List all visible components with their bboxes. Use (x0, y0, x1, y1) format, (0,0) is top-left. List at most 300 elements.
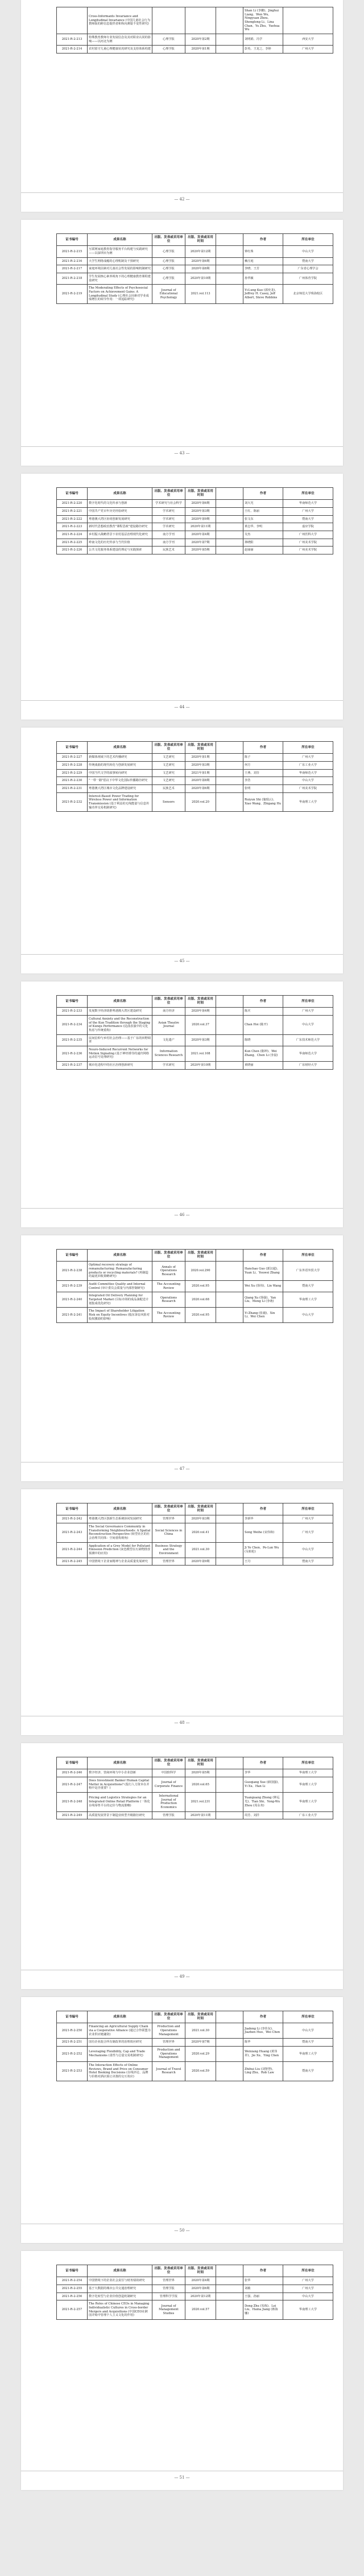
cert-no-cell: 2021-R-2-220 (57, 500, 88, 508)
header-cert-no: 证书编号 (57, 234, 88, 246)
table-row (57, 500, 333, 508)
author-cell: Ruiyun Shi (施瑞云)、Xiao Wang、Zhigang Hu (243, 792, 283, 812)
venue-cell: 中国软科学 (152, 1769, 185, 1777)
date-cell: 2020年第3期 (185, 761, 216, 769)
venue-cell: Social Sciences in China (152, 1523, 185, 1542)
title-cell: 中国情境下企业家精神与企业高质量发展研究 (88, 1558, 152, 1566)
author-cell: Weixiang Huang (黄伟祥)、Jie Xu、Ying Chen (243, 2046, 283, 2061)
header-blank (216, 742, 243, 754)
affiliation-cell: 中山大学 (283, 2023, 333, 2039)
blank-cell (216, 2292, 243, 2300)
cert-no-cell: 2021-R-2-242 (57, 1515, 88, 1523)
table-row (57, 1061, 333, 1069)
table-header-row (57, 2011, 333, 2023)
affiliation-cell: 中山大学 (283, 246, 333, 257)
header-blank (216, 2265, 243, 2277)
title-cell: 粤港澳大湾区城市文化品牌建设研究 (88, 784, 152, 792)
header-affiliation: 所在单位 (283, 234, 333, 246)
table-row (57, 265, 333, 273)
cert-no-cell: 2021-R-2-241 (57, 1308, 88, 1323)
blank-cell (216, 1558, 243, 1566)
page-number: — 51 — (174, 2475, 190, 2480)
header-cert-no: 证书编号 (57, 488, 88, 500)
venue-cell: 民族艺术 (152, 784, 185, 792)
header-cert-no: 证书编号 (57, 742, 88, 754)
title-cell: 发展数字经济助推粤港澳大湾区建设研究 (88, 1008, 152, 1016)
table-row (57, 1292, 333, 1308)
blank-cell (216, 1280, 243, 1292)
date-cell: 2020年第4期 (185, 1008, 216, 1016)
venue-cell: Information Sciences Research (152, 1046, 185, 1061)
affiliation-cell: 华南理工大学 (283, 2300, 333, 2320)
author-cell: Yi-Lung Kuo (郭奕龙)、Jeffrey H. Casey, Jeff Albert, Steve Robbins (243, 285, 283, 304)
date-cell: 2020年第3期 (185, 507, 216, 515)
achievement-table (56, 995, 333, 1070)
cert-no-cell: 2021-R-2-216 (57, 257, 88, 265)
date-cell: 2020年第1期 (185, 46, 216, 54)
date-cell: 2020年第3期 (185, 1034, 216, 1046)
affiliation-cell: 暨南大学 (283, 257, 333, 265)
blank-cell (216, 2277, 243, 2285)
title-cell: Audit Committee Quality and Internal Control (审计委员会质量与内部控制研究) (88, 1280, 152, 1292)
table-row (57, 1046, 333, 1061)
cert-no-cell: 2021-R-2-253 (57, 2061, 88, 2081)
venue-cell: 文艺研究 (152, 777, 185, 785)
venue-cell: International Journal of Production Economics (152, 1792, 185, 1811)
page-number: — 42 — (174, 197, 190, 202)
date-cell: 2020.vol.59 (185, 2061, 216, 2081)
header-affiliation: 所在单位 (283, 742, 333, 754)
table-row (57, 2285, 333, 2292)
header-affiliation: 所在单位 (283, 2265, 333, 2277)
table-row (57, 1262, 333, 1281)
achievement-table (56, 2265, 333, 2320)
author-cell: 王丹 (243, 1558, 283, 1566)
page-number: — 46 — (174, 1213, 190, 1217)
author-cell: 张明 (243, 784, 283, 792)
title-cell: The Roles of Chinese CEOs in Managing Individualistic Cultures in Cross-border Mergers and Acquisitions (中国CEO在跨国并购中管理个人主义文化的作用) (88, 2300, 152, 2320)
author-cell: Yi Zhang (张毅)、Xin Li、Wei Chen (243, 1308, 283, 1323)
header-blank (216, 1503, 243, 1515)
header-affiliation: 所在单位 (283, 2011, 333, 2023)
cert-no-cell: 2021-R-2-237 (57, 1061, 88, 1069)
table-row (57, 2300, 333, 2320)
date-cell: 2020年第8期 (185, 777, 216, 785)
table-row (57, 46, 333, 54)
author-cell: Shan Li (李姗)、Jinghui Liang、Wen Wu、Ningyuan Zhou、Shenglong Li、Lina Chan、Yu Zhu、Yuehua Wu (243, 7, 283, 34)
table-row (57, 1769, 333, 1777)
header-title: 成果名称 (88, 234, 152, 246)
title-cell: 岭南文化的历史传承与当代价值 (88, 539, 152, 547)
blank-cell (216, 2023, 243, 2039)
page-footer-rule (21, 446, 343, 447)
table-row (57, 515, 333, 523)
venue-cell: 心理学报 (152, 273, 185, 284)
affiliation-cell: 广州大学 (283, 1515, 333, 1523)
date-cell: 2021.vol.108 (185, 1046, 216, 1061)
date-cell: 2021.vol.30 (185, 2023, 216, 2039)
blank-cell (216, 2046, 243, 2061)
date-cell: 2021.vol.231 (185, 1792, 216, 1811)
achievement-table (56, 1249, 333, 1323)
venue-cell: The Accounting Review (152, 1280, 185, 1292)
page-footer-rule (21, 954, 343, 955)
header-title: 成果名称 (88, 996, 152, 1008)
title-cell: Neuro-Induced Recurrent Networks for Motion Signaling (基于神经诱导的递归网络运动信号处理研究) (88, 1046, 152, 1061)
cert-no-cell: 2021-R-2-239 (57, 1280, 88, 1292)
table-row (57, 769, 333, 777)
blank-cell (216, 1542, 243, 1558)
header-venue: 出版、发表或采用单位 (152, 1250, 185, 1262)
blank-cell (216, 792, 243, 812)
blank-cell (216, 500, 243, 508)
page-number: — 45 — (174, 959, 190, 963)
date-cell: 2020年第11期 (185, 1811, 216, 1819)
header-title: 成果名称 (88, 1757, 152, 1769)
affiliation-cell: 中山大学 (283, 777, 333, 785)
venue-cell: The Accounting Review (152, 1308, 185, 1323)
cert-no-cell: 2021-R-2-213 (57, 34, 88, 45)
title-cell: 数字经济、营商环境与中小企业创新 (88, 1769, 152, 1777)
header-title: 成果名称 (88, 1250, 152, 1262)
author-cell: 黄晓丽 (243, 1061, 283, 1069)
author-cell: 陈庆 (243, 1008, 283, 1016)
venue-cell: 心理学报 (152, 34, 185, 45)
blank-cell (216, 34, 243, 45)
author-cell: 黄志华、李明 (243, 523, 283, 531)
date-cell: 2020年第6期 (185, 2285, 216, 2292)
cert-no-cell: 2021-R-2-222 (57, 515, 88, 523)
header-venue: 出版、发表或采用单位 (152, 2265, 185, 2277)
title-cell: 公共文化服务体系建设的理论与实践探索 (88, 547, 152, 554)
affiliation-cell: 广州美术学院 (283, 539, 333, 547)
blank-cell (216, 246, 243, 257)
header-title: 成果名称 (88, 488, 152, 500)
venue-cell: 南方学刊 (152, 539, 185, 547)
venue-cell: Journal of Corporate Finance (152, 1777, 185, 1792)
author-cell: Qiang Xu (徐强)、Yan Liu、Meng Li (李萌) (243, 1292, 283, 1308)
header-venue: 出版、发表或采用单位 (152, 996, 185, 1008)
title-cell: Interest-Based Power Trading for Wireless Power and Information Transmission (基于利益的无线能量与信息传输功率交易机制研究) (88, 792, 152, 812)
venue-cell: Journal of Travel Research (152, 2061, 185, 2081)
venue-cell: Journal of Educational Psychology (152, 285, 185, 304)
header-date: 出版、发表或采用时间 (185, 2265, 216, 2277)
cert-no-cell: 2021-R-2-251 (57, 2039, 88, 2047)
date-cell: 2020.vol.29 (185, 2046, 216, 2061)
title-cell: 粤港澳大湾区创新生态系统协同发展研究 (88, 1515, 152, 1523)
venue-cell: Operations Research (152, 1292, 185, 1308)
cert-no-cell: 2021-R-2-248 (57, 1792, 88, 1811)
venue-cell: Production and Operations Management (152, 2023, 185, 2039)
page-number: — 43 — (174, 451, 190, 455)
header-blank (216, 1250, 243, 1262)
cert-no-cell: 2021-R-2-246 (57, 1769, 88, 1777)
affiliation-cell: 中山大学 (283, 2292, 333, 2300)
header-title: 成果名称 (88, 742, 152, 754)
cert-no-cell (57, 7, 88, 34)
table-header-row (57, 234, 333, 246)
date-cell (185, 7, 216, 34)
header-affiliation: 所在单位 (283, 1250, 333, 1262)
table-row (57, 2061, 333, 2081)
title-cell: 数字化时代的文化传承与创新 (88, 500, 152, 508)
achievement-table (56, 2011, 333, 2081)
cert-no-cell: 2021-R-2-250 (57, 2023, 88, 2039)
date-cell: 2020年第12期 (185, 2292, 216, 2300)
venue-cell: 学术研究 (152, 523, 185, 531)
achievement-table (56, 7, 333, 54)
header-affiliation: 所在单位 (283, 1757, 333, 1769)
title-cell: Cultural Anxiety and the Reconstruction of the Kun Tradition through the Staging of Kunqu Performance (昆曲表演中的文化焦虑与传统重构) (88, 1015, 152, 1034)
venue-cell: 学术研究 (152, 515, 185, 523)
author-cell: 陈子 (243, 754, 283, 762)
document-page (21, 981, 343, 1227)
header-blank (216, 2011, 243, 2023)
author-cell: Hanchao Guo (郭汉超)、Yuan Li、Youwei Zhang (243, 1262, 283, 1281)
table-header-row (57, 1503, 333, 1515)
title-cell: Cross-Informants Invariance and Longitudinal Invariance (中国儿童社会行为教师版的跨信息提供者和纵向测量不变性研究) (88, 7, 152, 34)
page-number: — 47 — (174, 1466, 190, 1471)
blank-cell (216, 769, 243, 777)
table-row (57, 539, 333, 547)
venue-cell: 管理世界 (152, 1558, 185, 1566)
date-cell: 2020.vol.57 (185, 2300, 216, 2320)
cert-no-cell: 2021-R-2-256 (57, 2292, 88, 2300)
date-cell: 2020年第4期 (185, 531, 216, 539)
title-cell: 粤港澳大湾区协同创新发展研究 (88, 515, 152, 523)
venue-cell: 学术研究 (152, 507, 185, 515)
header-venue: 出版、发表或采用单位 (152, 742, 185, 754)
document-page (21, 1997, 343, 2243)
date-cell: 2020年第5期 (185, 1769, 216, 1777)
venue-cell: 文化遗产 (152, 1034, 185, 1046)
affiliation-cell: 华南理工大学 (283, 2046, 333, 2061)
affiliation-cell: 中山大学 (283, 1542, 333, 1558)
affiliation-cell: 广东技术师范大学 (283, 1034, 333, 1046)
title-cell: 城市化进程中的社区治理创新研究 (88, 1061, 152, 1069)
author-cell: 李华 (243, 1769, 283, 1777)
header-author: 作者 (243, 488, 283, 500)
affiliation-cell: 广州大学 (283, 2277, 333, 2285)
affiliation-cell: 华南师范大学 (283, 500, 333, 508)
title-cell: Application of a Grey Model for Pollutant Emission Prediction (灰色模型在污染物排放预测中的应用) (88, 1542, 152, 1558)
title-cell: 学生发展核心素养视角下的心理健康教育课程建设研究 (88, 273, 152, 284)
date-cell: 2021.vol.30 (185, 1542, 216, 1558)
blank-cell (216, 1523, 243, 1542)
blank-cell (216, 784, 243, 792)
blank-cell (216, 1046, 243, 1061)
cert-no-cell: 2021-R-2-227 (57, 754, 88, 762)
affiliation-cell: 广东省心理学会 (283, 265, 333, 273)
title-cell: 互联网家庭教育指导服务平台构建与实践研究——以深圳市为例 (88, 246, 152, 257)
cert-no-cell: 2021-R-2-244 (57, 1542, 88, 1558)
header-author: 作者 (243, 742, 283, 754)
date-cell: 2020年第3期 (185, 1515, 216, 1523)
table-row (57, 792, 333, 812)
date-cell: 2020年第7期 (185, 2039, 216, 2047)
date-cell: 2020年第4期 (185, 2277, 216, 2285)
date-cell: 2020.vol.65 (185, 1777, 216, 1792)
blank-cell (216, 1015, 243, 1034)
venue-cell: Journal of Management Studies (152, 2300, 185, 2320)
date-cell: 2020.vol.20 (185, 792, 216, 812)
author-cell: Zhihui Liu (刘智慧)、Ling Zhu、Rob Law (243, 2061, 283, 2081)
title-cell: 家庭环境因素对儿童社会性发展的影响机制研究 (88, 265, 152, 273)
header-date: 出版、发表或采用时间 (185, 1250, 216, 1262)
blank-cell (216, 2061, 243, 2081)
page-footer-rule (21, 192, 343, 193)
date-cell: 2020年第11期 (185, 523, 216, 531)
table-row (57, 2292, 333, 2300)
affiliation-cell: 北京师范大学珠海校区 (283, 285, 333, 304)
header-cert-no: 证书编号 (57, 996, 88, 1008)
header-cert-no: 证书编号 (57, 1503, 88, 1515)
cert-no-cell: 2021-R-2-230 (57, 777, 88, 785)
header-author: 作者 (243, 1250, 283, 1262)
date-cell: 2020年第6期 (185, 257, 216, 265)
venue-cell: 南方学刊 (152, 531, 185, 539)
author-cell: 刘大光 (243, 500, 283, 508)
affiliation-cell: 暨南大学 (283, 2061, 333, 2081)
author-cell: 赖庄庭 (243, 257, 283, 265)
affiliation-cell: 广东外语外贸大学 (283, 1262, 333, 1281)
author-cell: 赵丽丽 (243, 547, 283, 554)
date-cell: 2020年第6期 (185, 784, 216, 792)
table-row (57, 1280, 333, 1292)
page-number: — 49 — (174, 1974, 190, 1979)
blank-cell (216, 1811, 243, 1819)
cert-no-cell: 2021-R-2-238 (57, 1262, 88, 1281)
date-cell: 2020年第6期 (185, 500, 216, 508)
venue-cell (152, 7, 185, 34)
date-cell: 2020年第7期 (185, 539, 216, 547)
blank-cell (216, 1792, 243, 1811)
header-date: 出版、发表或采用时间 (185, 488, 216, 500)
date-cell: 2020.vol.68 (185, 1292, 216, 1308)
date-cell: 2020年第8期 (185, 265, 216, 273)
table-row (57, 547, 333, 554)
header-venue: 出版、发表或采用单位 (152, 488, 185, 500)
table-row (57, 1777, 333, 1792)
blank-cell (216, 2300, 243, 2320)
author-cell: Song Weihe (宋伟和) (243, 1523, 283, 1542)
date-cell: 2020.vol.95 (185, 1308, 216, 1323)
blank-cell (216, 1008, 243, 1016)
date-cell: 2020年第12期 (185, 246, 216, 257)
affiliation-cell: 华南理工大学 (283, 1777, 333, 1792)
affiliation-cell: 华南理工大学 (283, 1292, 333, 1308)
achievement-table (56, 487, 333, 554)
date-cell: 2020年第1期 (185, 754, 216, 762)
title-cell: Leveraging Flexibility, Cap and Trade Mechanisms (柔性与总量交易机制研究) (88, 2046, 152, 2061)
title-cell: Financing an Agricultural Supply Chain via a Cooperative Alliance (通过合作联盟为农业供应链融资) (88, 2023, 152, 2039)
affiliation-cell: 广州大学 (283, 754, 333, 762)
author-cell: 陈晓 (243, 1034, 283, 1046)
affiliation-cell: 广州大学 (283, 2285, 333, 2292)
cert-no-cell: 2021-R-2-247 (57, 1777, 88, 1792)
author-cell: 李浩 (243, 777, 283, 785)
author-cell: 林晓阳 (243, 539, 283, 547)
blank-cell (216, 1061, 243, 1069)
header-title: 成果名称 (88, 2011, 152, 2023)
author-cell: 李晓、王芳 (243, 265, 283, 273)
table-row (57, 754, 333, 762)
achievement-table (56, 741, 333, 812)
affiliation-cell: 华南理工大学 (283, 1792, 333, 1811)
table-row (57, 34, 333, 45)
table-row (57, 1523, 333, 1542)
venue-cell: 管理世界 (152, 1515, 185, 1523)
title-cell: 新媒体视域下的艺术传播研究 (88, 754, 152, 762)
table-header-row (57, 742, 333, 754)
blank-cell (216, 539, 243, 547)
blank-cell (216, 777, 243, 785)
author-cell: 王红、陈丽 (243, 507, 283, 515)
cert-no-cell: 2021-R-2-215 (57, 246, 88, 257)
date-cell: 2020.vol.41 (185, 1523, 216, 1542)
header-venue: 出版、发表或采用单位 (152, 234, 185, 246)
header-venue: 出版、发表或采用单位 (152, 2011, 185, 2023)
author-cell: Kun Chen (陈坤)、Wei Zhang、Chen Li (李晨) (243, 1046, 283, 1061)
page-footer-rule (21, 700, 343, 701)
table-row (57, 784, 333, 792)
header-venue: 出版、发表或采用单位 (152, 1757, 185, 1769)
cert-no-cell: 2021-R-2-229 (57, 769, 88, 777)
venue-cell: Annals of Operations Research (152, 1262, 185, 1281)
author-cell: 刘明娟、冯学 (243, 34, 283, 45)
header-cert-no: 证书编号 (57, 2011, 88, 2023)
affiliation-cell: 暨南大学 (283, 2039, 333, 2047)
header-date: 出版、发表或采用时间 (185, 2011, 216, 2023)
blank-cell (216, 1292, 243, 1308)
date-cell: 2021.vol.113 (185, 285, 216, 304)
cert-no-cell: 2021-R-2-252 (57, 2046, 88, 2061)
affiliation-cell: 广州大学 (283, 1008, 333, 1016)
cert-no-cell: 2021-R-2-236 (57, 1046, 88, 1061)
table-row (57, 1558, 333, 1566)
author-cell: 孙华颖 (243, 273, 283, 284)
cert-no-cell: 2021-R-2-218 (57, 273, 88, 284)
document-page (21, 220, 343, 466)
date-cell: 2020年第5期 (185, 547, 216, 554)
header-blank (216, 234, 243, 246)
header-date: 出版、发表或采用时间 (185, 1757, 216, 1769)
title-cell: 国有企业混合所有制改革的治理效应研究 (88, 2039, 152, 2047)
title-cell: 民间信仰与乡村社会治理——基于广东的田野调查 (88, 1034, 152, 1046)
author-cell: Ji Ye Chen、Po-Lun Wu (吴柏伦) (243, 1542, 283, 1558)
cert-no-cell: 2021-R-2-221 (57, 507, 88, 515)
blank-cell (216, 507, 243, 515)
date-cell: 2020.vol.290 (185, 1262, 216, 1281)
title-cell: 新时代思想政治教育"课程思政"建设路径研究 (88, 523, 152, 531)
venue-cell: Production and Operations Management (152, 2046, 185, 2061)
header-title: 成果名称 (88, 1503, 152, 1515)
date-cell: 2020年第9期 (185, 1558, 216, 1566)
cert-no-cell: 2021-R-2-224 (57, 531, 88, 539)
venue-cell: 心理学报 (152, 46, 185, 54)
document-page (21, 1743, 343, 1989)
header-author: 作者 (243, 1503, 283, 1515)
table-row (57, 1515, 333, 1523)
page-footer-rule (21, 1208, 343, 1209)
title-cell: The Impact of Shareholder Litigation Risk on Equity Incentives (股东诉讼风险对股权激励的影响) (88, 1308, 152, 1323)
table-row (57, 257, 333, 265)
cert-no-cell: 2021-R-2-223 (57, 523, 88, 531)
table-row (57, 1542, 333, 1558)
table-row (57, 1008, 333, 1016)
author-cell: 王强、孙丽 (243, 2292, 283, 2300)
table-row (57, 523, 333, 531)
